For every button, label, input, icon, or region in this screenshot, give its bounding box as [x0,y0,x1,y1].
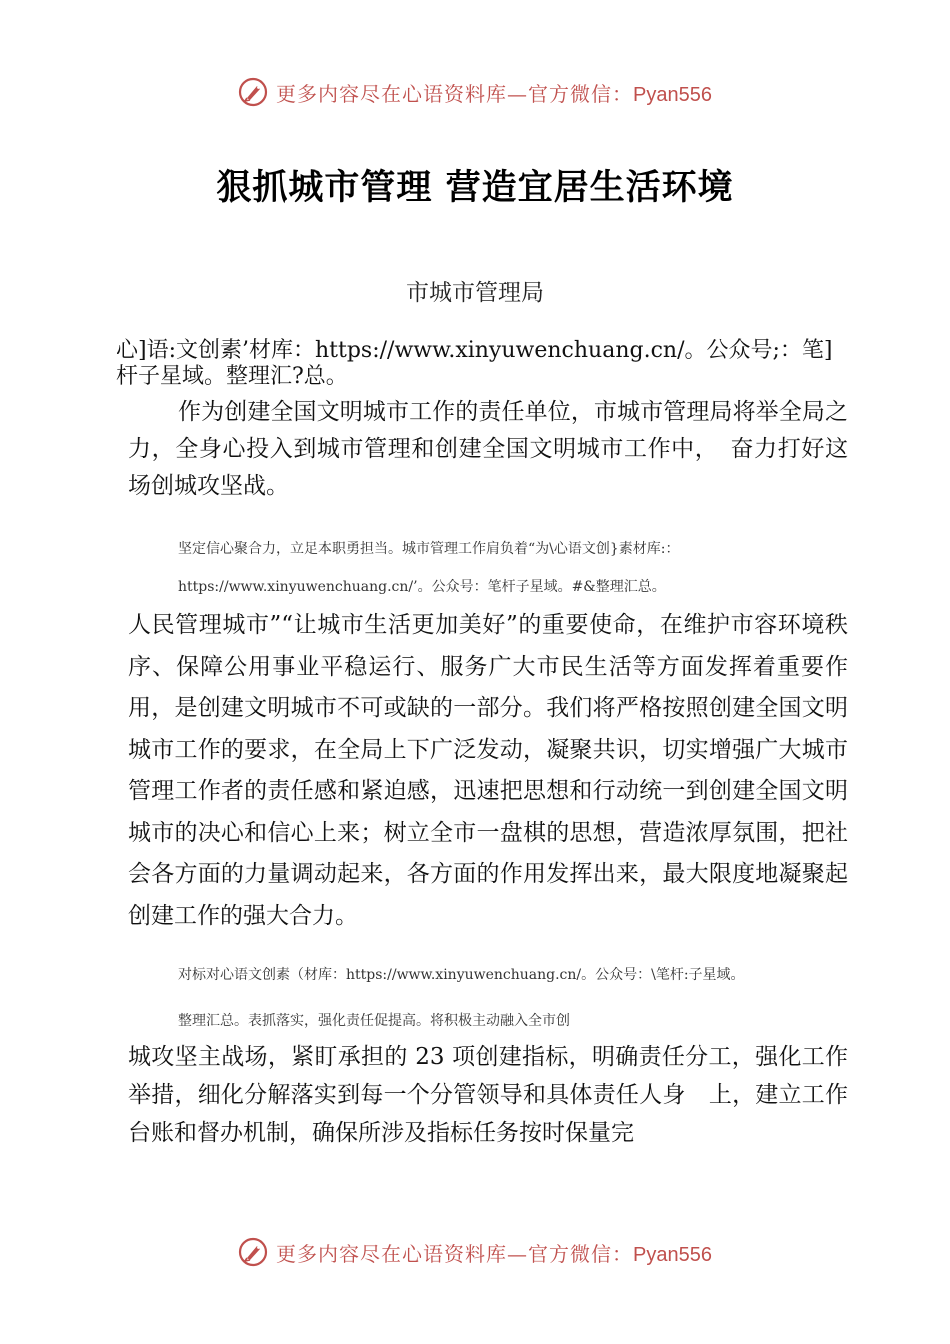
banner-text-cn: 更多内容尽在心语资料库—官方微信： [276,81,634,106]
paragraph-1-text: 作为创建全国文明城市工作的责任单位，市城市管理局将举全局之力，全身心投入到城市管理和创建全国文明城市工作中， 奋力打好这场创城攻坚战。 [128,399,848,499]
note-1b: https://www.xinyuwenchuang.cn/’。公众号：笔杆子星域。#&整理汇总。 [178,579,666,595]
banner-text [276,78,712,107]
note-2a: 对标对心语文创素（材库：https://www.xinyuwenchuang.cn/。公众号：\笔杆:子星域。 [178,967,745,983]
document-title: 狠抓城市管理 营造宜居生活环境 [216,167,734,208]
banner-text-cn: 更多内容尽在心语资料库—官方微信： [276,1241,634,1266]
note-1a: 坚定信心聚合力，立足本职勇担当。城市管理工作肩负着“为\心语文创}素材库:： [178,541,680,557]
footer-banner [0,1232,950,1272]
ad-line-1: 心]语:文创素’材库：https://www.xinyuwenchuang.cn/。公众号;：笔]杆子星域。整理汇?总。 [116,338,833,389]
paragraph-1 [128,394,848,505]
banner-text [276,1238,712,1267]
header-banner [0,72,950,112]
banner-wechat-id: Pyan556 [633,1243,712,1266]
note-2b: 整理汇总。表抓落实，强化责任促提高。将积极主动融入全市创 [178,1013,570,1029]
pen-nib-circle-icon [238,77,268,107]
document-author: 市城市管理局 [406,280,544,306]
pen-nib-circle-icon [238,1237,268,1267]
paragraph-3: 城攻坚主战场，紧盯承担的 23 项创建指标，明确责任分工，强化工作举措，细化分解落实到每一个分管领导和具体责任人身 上，建立工作台账和督办机制，确保所涉及指标任务按时保量完 [128,1044,848,1146]
paragraph-2: 人民管理城市”“让城市生活更加美好”的重要使命，在维护市容环境秩序、保障公用事业平稳运行、服务广大市民生活等方面发挥着重要作用，是创建文明城市不可或缺的一部分。我们将严格按照创建全国文明城市工作的要求，在全局上下广泛发动，凝聚共识，切实增强广大城市管理工作者的责任感和紧迫感，迅速把思想和行动统一到创建全国文明城市的决心和信心上来；树立全市一盘棋的思想，营造浓厚氛围，把社会各方面的力量调动起来，各方面的作用发挥出来，最大限度地凝聚起创建工作的强大合力。 [128,612,848,929]
banner-wechat-id: Pyan556 [633,83,712,106]
